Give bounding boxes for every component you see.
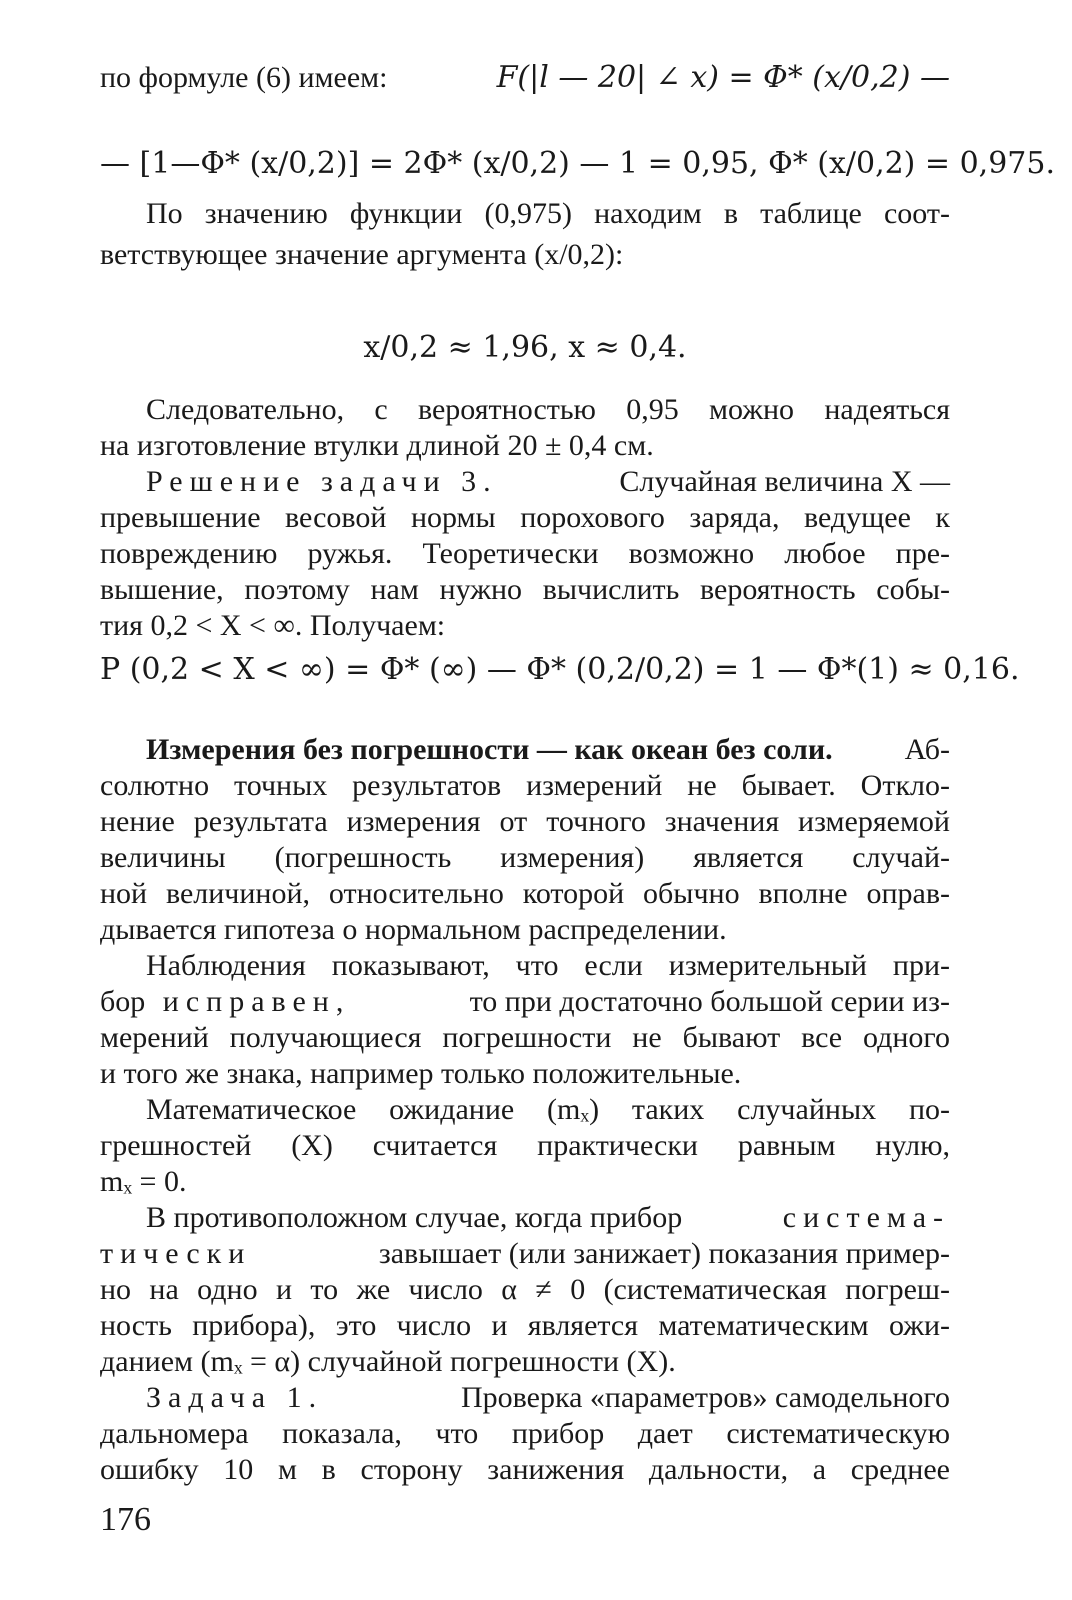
text-fragment: Аб- bbox=[904, 733, 950, 766]
text-line: Наблюдения показывают, что если измерительный при- bbox=[146, 949, 950, 982]
text-line: превышение весовой нормы порохового заряда, ведущее к bbox=[100, 501, 950, 534]
text-line bbox=[146, 464, 950, 500]
text-line bbox=[100, 984, 950, 1020]
text-fragment: то при достаточно большой серии из- bbox=[469, 985, 950, 1018]
text-fragment: завышает (или занижает) показания пример- bbox=[378, 1237, 950, 1270]
text-fragment: В противоположном случае, когда прибор bbox=[146, 1201, 683, 1234]
text-line: но на одно и то же число α ≠ 0 (систематическая погреш- bbox=[100, 1273, 950, 1306]
text-line: дальномера показала, что прибор дает систематическую bbox=[100, 1417, 950, 1450]
formula-line: x/0,2 ≈ 1,96, x ≈ 0,4. bbox=[363, 330, 687, 365]
text-line: солютно точных результатов измерений не бывает. Откло- bbox=[100, 769, 950, 802]
text-line: нение результата измерения от точного значения измеряемой bbox=[100, 805, 950, 838]
text-fragment: Случайная величина X — bbox=[619, 465, 950, 498]
text-fragment: Проверка «параметров» самодельного bbox=[461, 1381, 950, 1414]
section-heading: Измерения без погрешности — как океан без соли. bbox=[146, 733, 833, 766]
text-line bbox=[146, 1200, 950, 1236]
text-line bbox=[146, 1380, 950, 1416]
text-line: повреждению ружья. Теоретически возможно любое пре- bbox=[100, 537, 950, 570]
text-line: данием (mₓ = α) случайной погрешности (X). bbox=[100, 1345, 676, 1378]
emphasis-spaced: система- bbox=[782, 1201, 950, 1234]
text-line: тия 0,2 < X < ∞. Получаем: bbox=[100, 609, 446, 642]
text-line: дывается гипотеза о нормальном распределении. bbox=[100, 913, 727, 946]
text-line: величины (погрешность измерения) является случай- bbox=[100, 841, 950, 874]
text-line bbox=[100, 60, 950, 96]
text-line: грешностей (X) считается практически равным нулю, bbox=[100, 1129, 950, 1162]
text-line: Следовательно, с вероятностью 0,95 можно надеяться bbox=[146, 393, 950, 426]
text-line: мерений получающиеся погрешности не бывают все одного bbox=[100, 1021, 950, 1054]
text-line: вышение, поэтому нам нужно вычислить вероятность собы- bbox=[100, 573, 950, 606]
formula-line: P (0,2 < X < ∞) = Φ* (∞) — Φ* (0,2/0,2) = 1 — Φ*(1) ≈ 0,16. bbox=[100, 652, 1020, 687]
text-line: и того же знака, например только положительные. bbox=[100, 1057, 742, 1090]
text-line: По значению функции (0,975) находим в таблице соот- bbox=[146, 197, 950, 230]
text-line: ной величиной, относительно которой обычно вполне оправ- bbox=[100, 877, 950, 910]
text-line: ность прибора), это число и является математическим ожи- bbox=[100, 1309, 950, 1342]
text-line bbox=[100, 1236, 950, 1272]
emphasis-spaced: тически bbox=[100, 1237, 252, 1270]
text-line: ошибку 10 м в сторону занижения дальности, а среднее bbox=[100, 1453, 950, 1486]
formula-line: — [1—Φ* (x/0,2)] = 2Φ* (x/0,2) — 1 = 0,95, Φ* (x/0,2) = 0,975. bbox=[100, 146, 1056, 181]
text-line: mₓ = 0. bbox=[100, 1165, 187, 1198]
formula: F(|l — 20| ∠ x) = Φ* (x/0,2) — bbox=[496, 60, 950, 95]
text-fragment: по формуле (6) имеем: bbox=[100, 61, 388, 94]
emphasis-spaced: исправен, bbox=[162, 985, 351, 1018]
problem-heading: Решение задачи 3. bbox=[146, 465, 498, 498]
page-number: 176 bbox=[100, 1501, 151, 1538]
text-line: на изготовление втулки длиной 20 ± 0,4 см. bbox=[100, 429, 654, 462]
text-line: ветствующее значение аргумента (x/0,2): bbox=[100, 238, 624, 271]
text-fragment: бор bbox=[100, 985, 146, 1018]
text-line bbox=[146, 732, 950, 768]
problem-heading: Задача 1. bbox=[146, 1381, 324, 1414]
text-line: Математическое ожидание (mₓ) таких случайных по- bbox=[146, 1093, 950, 1126]
